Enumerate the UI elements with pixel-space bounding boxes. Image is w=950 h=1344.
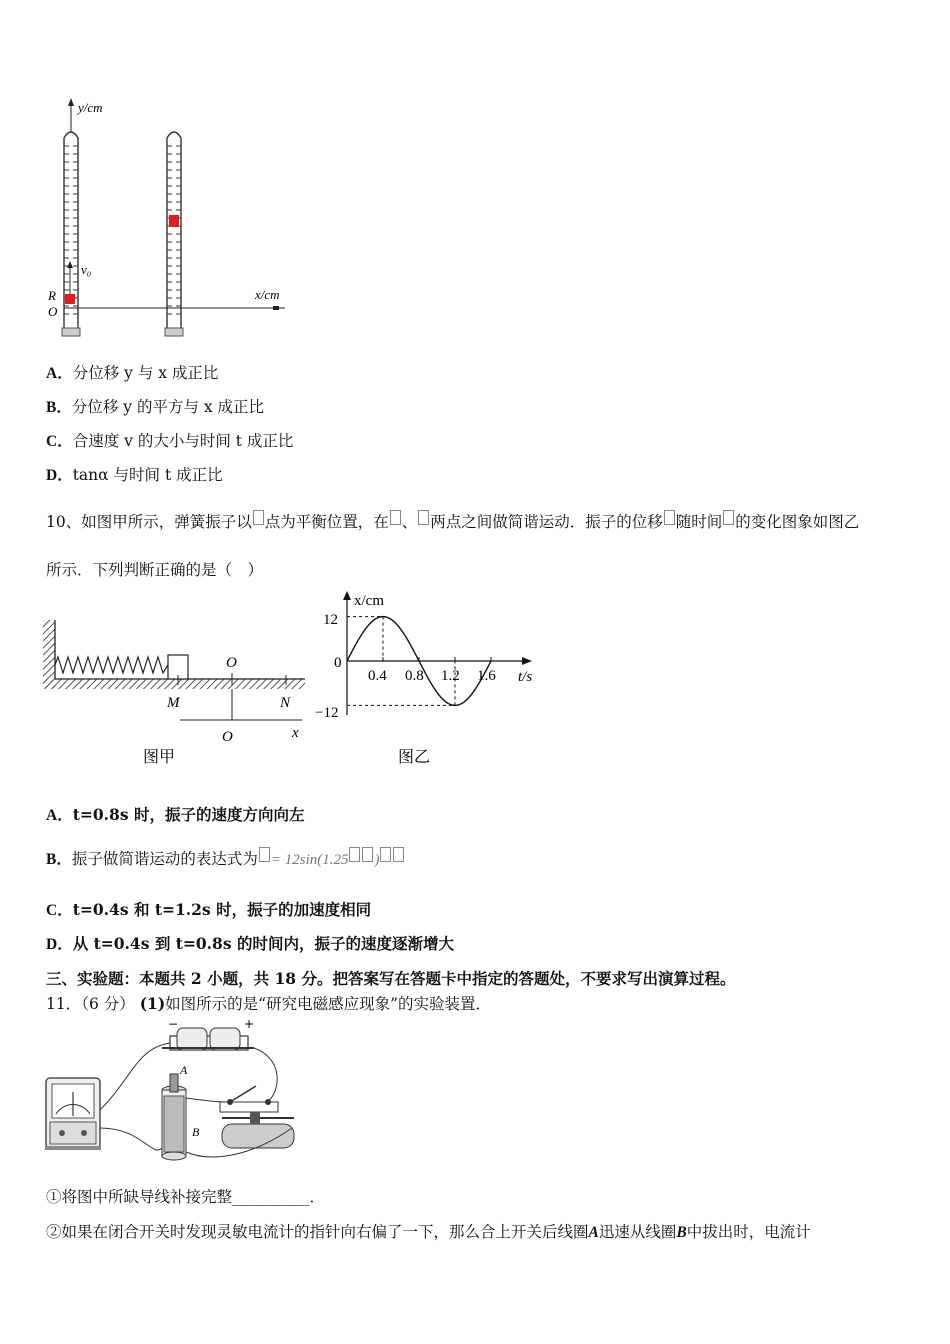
- tube-right: [165, 132, 183, 336]
- chart-ttick-1.6: 1.6: [477, 668, 496, 684]
- q10-option-a: A．t=0.8s 时，振子的速度方向向左: [46, 805, 305, 824]
- missing-symbol: [664, 510, 675, 525]
- section3-title: 三、实验题：本题共 2 小题，共 18 分。把答案写在答题卡中指定的答题处，不要求写出演算过程。: [46, 969, 736, 988]
- q9-option-c: C．合速度 v 的大小与时间 t 成正比: [46, 432, 294, 450]
- q10-stem-line2: 所示．下列判断正确的是（ ）: [46, 561, 264, 579]
- chart-ttick-1.2: 1.2: [441, 668, 460, 684]
- tube-figure: [40, 98, 300, 343]
- wire: [186, 1098, 230, 1102]
- wire: [254, 1048, 277, 1102]
- label-O-bottom: O: [222, 729, 233, 745]
- q9-option-d: D．tanα 与时间 t 成正比: [46, 466, 223, 484]
- q9-option-a: A．分位移 y 与 x 成正比: [46, 364, 219, 382]
- missing-symbol: [362, 847, 373, 862]
- chart-ttick-0.8: 0.8: [405, 668, 424, 684]
- chart-ttick-0.4: 0.4: [368, 668, 387, 684]
- q11-sub2: ②如果在闭合开关时发现灵敏电流计的指针向右偏了一下，那么合上开关后线圈A迅速从线圈B中拔出时，电流计: [46, 1223, 811, 1241]
- label-x: x: [292, 725, 299, 741]
- q10-option-c: C．t=0.4s 和 t=1.2s 时，振子的加速度相同: [46, 900, 372, 919]
- q11-sub1: ①将图中所缺导线补接完整__________．: [46, 1188, 326, 1206]
- coil-B-label: B: [192, 1125, 200, 1139]
- wall: [43, 620, 55, 688]
- galvanometer: [45, 1078, 101, 1150]
- chart-ytick-12: 12: [323, 612, 338, 628]
- chart-zero: 0: [334, 655, 342, 671]
- floor: [43, 679, 305, 689]
- R-label: R: [48, 288, 56, 303]
- y-axis-arrow: [68, 98, 74, 106]
- switch: [220, 1086, 278, 1112]
- spring: [55, 657, 168, 673]
- missing-symbol: [390, 510, 401, 525]
- q10-option-b: B．振子做简谐运动的表达式为 = 12sin(1.25 ): [46, 847, 405, 869]
- missing-symbol: [723, 510, 734, 525]
- q9-option-b: B．分位移 y 的平方与 x 成正比: [46, 398, 265, 416]
- chart-y-arrow: [343, 591, 351, 600]
- wire: [100, 1128, 162, 1150]
- battery-minus: −: [168, 1018, 179, 1031]
- v0-label: v₀: [81, 262, 92, 277]
- missing-symbol: [418, 510, 429, 525]
- label-N: N: [280, 695, 291, 711]
- electromagnetic-induction-apparatus: [42, 1018, 317, 1168]
- O-label: O: [48, 304, 58, 319]
- chart-ytick-neg12: −12: [315, 705, 339, 721]
- chart-xlabel: t/s: [518, 669, 533, 685]
- coil-B: [162, 1074, 186, 1160]
- displacement-time-chart: [310, 588, 550, 773]
- x-axis-label: x/cm: [255, 287, 280, 302]
- missing-symbol: [393, 847, 404, 862]
- missing-symbol: [349, 847, 360, 862]
- label-O-top: O: [226, 655, 237, 671]
- wire: [100, 1043, 170, 1110]
- label-M: M: [167, 695, 180, 711]
- missing-symbol: [253, 510, 264, 525]
- red-block-R: [65, 294, 75, 304]
- chart-ylabel: x/cm: [354, 593, 384, 609]
- battery-plus: +: [244, 1018, 255, 1031]
- coil-A-label: A: [180, 1063, 188, 1077]
- rheostat: [222, 1112, 294, 1148]
- y-axis-label: y/cm: [78, 100, 103, 115]
- missing-symbol: [380, 847, 391, 862]
- q10-stem-line1: 10、如图甲所示，弹簧振子以 点为平衡位置，在 、 两点之间做简谐运动．振子的位移 随时间 的变化图象如图乙: [46, 510, 859, 532]
- caption-jia: 图甲: [143, 747, 176, 766]
- battery: [162, 1028, 254, 1050]
- tube-left: [62, 132, 80, 336]
- caption-yi: 图乙: [398, 747, 431, 766]
- coil-A: [170, 1074, 178, 1092]
- missing-symbol: [259, 847, 270, 862]
- chart-x-arrow: [522, 657, 532, 665]
- red-block-moved: [169, 215, 179, 227]
- spring-oscillator-figure: [40, 615, 315, 775]
- q11-stem: 11．（6 分） (1)如图所示的是“研究电磁感应现象”的实验装置．: [46, 994, 492, 1013]
- q10-option-d: D．从 t=0.4s 到 t=0.8s 的时间内，振子的速度逐渐增大: [46, 934, 454, 953]
